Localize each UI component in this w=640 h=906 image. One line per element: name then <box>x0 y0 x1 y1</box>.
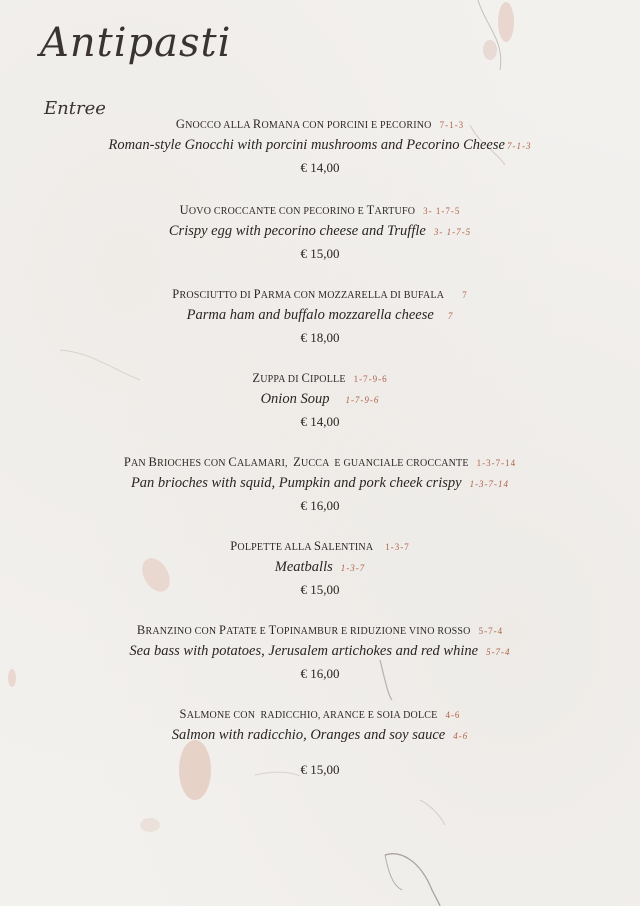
item-price: € 16,00 <box>300 666 340 681</box>
item-allergens-italian: 5-7-4 <box>478 626 504 636</box>
item-allergens-italian: 4-6 <box>445 710 461 720</box>
item-name-english: Meatballs <box>274 559 333 575</box>
item-name-english: Parma ham and buffalo mozzarella cheese <box>186 307 434 323</box>
item-name-english: Sea bass with potatoes, Jerusalem artichokes and red whine <box>129 643 479 659</box>
item-price: € 18,00 <box>300 330 340 345</box>
item-price: € 15,00 <box>300 762 340 777</box>
menu-item <box>0 116 640 178</box>
menu-title: Antipasti <box>40 20 232 66</box>
item-allergens-english: 7-1-3 <box>506 141 532 151</box>
item-allergens-italian: 7 <box>462 290 468 300</box>
menu-subtitle: Entree <box>44 98 106 119</box>
menu-item <box>0 286 640 348</box>
menu-item <box>0 202 640 264</box>
item-name-italian: SALMONE CON RADICCHIO, ARANCE E SOIA DOLCE <box>179 707 438 721</box>
menu-list <box>0 116 640 780</box>
item-price: € 14,00 <box>300 160 340 175</box>
item-allergens-italian: 1-7-9-6 <box>353 374 388 384</box>
item-name-english: Roman-style Gnocchi with porcini mushrooms and Pecorino Cheese <box>108 137 505 153</box>
item-name-italian: GNOCCO ALLA ROMANA CON PORCINI E PECORINO <box>175 117 432 131</box>
item-allergens-english: 7 <box>447 311 454 321</box>
item-allergens-english: 3- 1-7-5 <box>433 227 472 237</box>
item-allergens-english: 1-7-9-6 <box>345 395 380 405</box>
item-name-italian: UOVO CROCCANTE CON PECORINO E TARTUFO <box>179 203 416 217</box>
item-price: € 15,00 <box>300 582 340 597</box>
item-price: € 16,00 <box>300 498 340 513</box>
item-name-italian: POLPETTE ALLA SALENTINA <box>230 539 374 553</box>
menu-item <box>0 538 640 600</box>
item-name-italian: PAN BRIOCHES CON CALAMARI, ZUCCA E GUANCIALE CROCCANTE <box>123 455 469 469</box>
menu-item <box>0 370 640 432</box>
item-allergens-italian: 1-3-7-14 <box>476 458 517 468</box>
item-name-english: Pan brioches with squid, Pumpkin and pork cheek crispy <box>130 475 462 491</box>
item-allergens-italian: 7-1-3 <box>439 120 465 130</box>
item-name-english: Onion Soup <box>260 391 330 407</box>
item-price: € 15,00 <box>300 246 340 261</box>
item-name-italian: BRANZINO CON PATATE E TOPINAMBUR E RIDUZIONE VINO ROSSO <box>136 623 471 637</box>
item-allergens-italian: 1-3-7 <box>385 542 410 552</box>
menu-item <box>0 622 640 684</box>
item-price: € 14,00 <box>300 414 340 429</box>
item-allergens-english: 1-3-7 <box>340 563 366 573</box>
item-allergens-english: 5-7-4 <box>486 647 511 657</box>
item-name-english: Salmon with radicchio, Oranges and soy sauce <box>171 727 446 743</box>
item-name-italian: ZUPPA DI CIPOLLE <box>252 371 346 385</box>
item-name-italian: PROSCIUTTO DI PARMA CON MOZZARELLA DI BUFALA <box>172 287 445 301</box>
item-allergens-english: 4-6 <box>453 731 469 741</box>
menu-item <box>0 706 640 780</box>
item-allergens-italian: 3- 1-7-5 <box>423 206 461 216</box>
item-allergens-english: 1-3-7-14 <box>469 479 510 489</box>
menu-item <box>0 454 640 516</box>
item-name-english: Crispy egg with pecorino cheese and Truffle <box>168 223 426 239</box>
